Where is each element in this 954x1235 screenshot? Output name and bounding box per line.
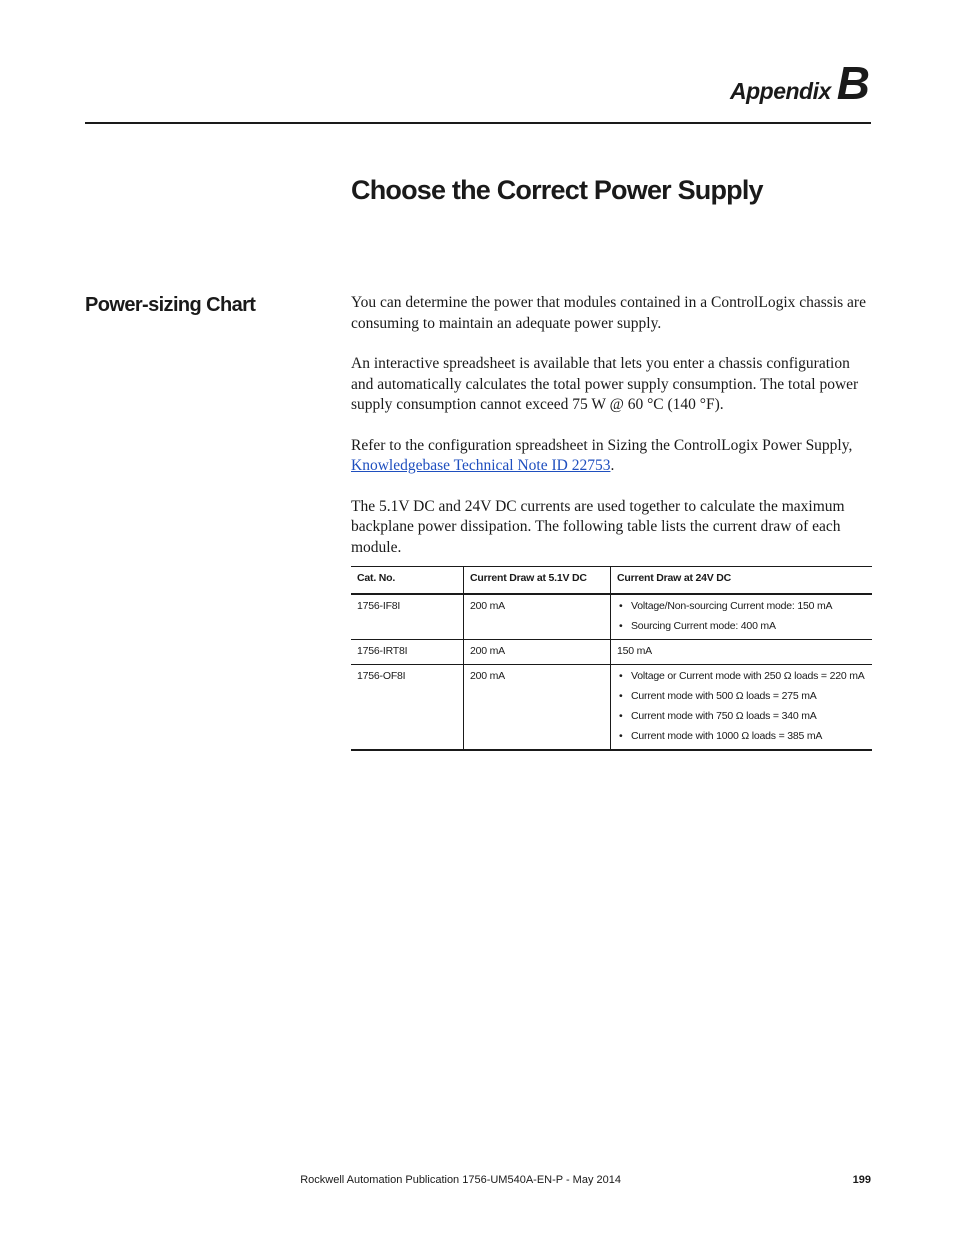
list-item: • Sourcing Current mode: 400 mA [617,620,866,632]
cell-draw-5v: 200 mA [464,665,611,751]
list-item: • Current mode with 500 Ω loads = 275 mA [617,690,866,702]
list-item: • Voltage or Current mode with 250 Ω loads = 220 mA [617,670,866,682]
table-row [351,640,872,665]
cell-draw-5v: 200 mA [464,594,611,640]
header-draw-5v: Current Draw at 5.1V DC [464,567,611,595]
appendix-header [729,57,870,109]
chapter-title: Choose the Correct Power Supply [351,175,763,205]
cell-draw-24v [611,665,873,751]
cell-draw-24v [611,594,873,640]
cell-cat-no: 1756-OF8I [351,665,464,751]
paragraph-intro: You can determine the power that modules contained in a ControlLogix chassis are consuming to maintain an adequate power supply. [351,294,866,332]
paragraph-reference [351,436,873,477]
table-header-row [351,567,872,595]
list-item: • Voltage/Non-sourcing Current mode: 150 mA [617,600,866,612]
appendix-label: Appendix [729,78,831,104]
current-draw-table [351,566,872,751]
list-item: • Current mode with 1000 Ω loads = 385 mA [617,730,866,742]
cell-draw-5v: 200 mA [464,640,611,665]
paragraph-currents: The 5.1V DC and 24V DC currents are used together to calculate the maximum backplane power dissipation. The following table lists the current draw of each module. [351,497,845,556]
header-rule [85,122,871,124]
list-item: • Current mode with 750 Ω loads = 340 mA [617,710,866,722]
table-row [351,665,872,751]
section-body [351,293,873,578]
header-cat-no: Cat. No. [351,567,464,595]
cell-cat-no: 1756-IF8I [351,594,464,640]
section-title: Power-sizing Chart [85,294,256,316]
appendix-letter: B [836,57,870,109]
cell-cat-no: 1756-IRT8I [351,640,464,665]
knowledgebase-link[interactable]: Knowledgebase Technical Note ID 22753 [351,457,611,474]
draw-24v-list [617,670,866,742]
header-draw-24v: Current Draw at 24V DC [611,567,873,595]
publication-id: Rockwell Automation Publication 1756-UM540A-EN-P - May 2014 [300,1174,621,1186]
paragraph-spreadsheet: An interactive spreadsheet is available that lets you enter a chassis configuration and automatically calculates the total power supply consumption. The total power supply consumption cannot exceed 75 W @ 60 °C (140 °F). [351,355,859,413]
reference-suffix: . [610,457,615,474]
table-row [351,594,872,640]
draw-24v-list [617,600,866,632]
page-number: 199 [852,1174,871,1186]
reference-text: Refer to the configuration spreadsheet in Sizing the ControlLogix Power Supply, [351,436,853,454]
cell-draw-24v: 150 mA [611,640,873,665]
